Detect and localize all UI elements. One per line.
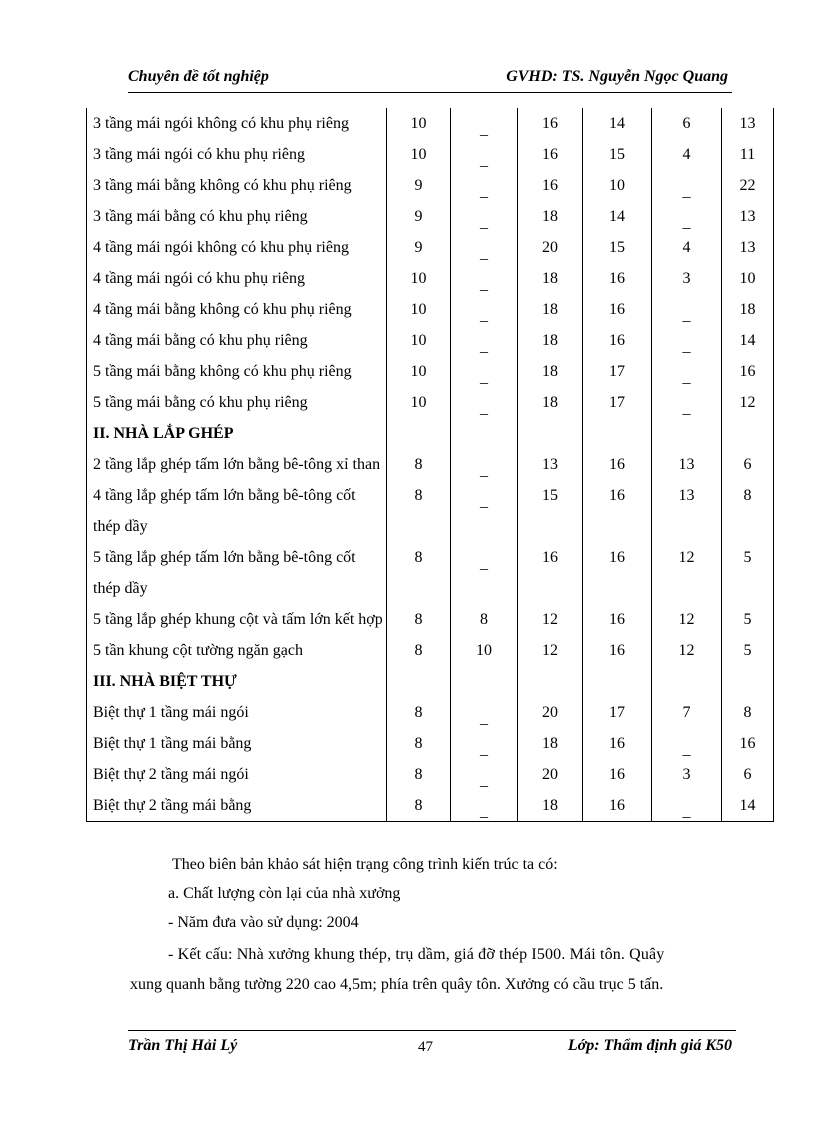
cell-value: 16 xyxy=(739,735,756,752)
table-cell xyxy=(722,139,774,170)
table-row xyxy=(87,635,774,666)
table-cell xyxy=(583,759,652,790)
table-cell xyxy=(722,170,774,201)
cell-value: 10 xyxy=(410,332,427,349)
table-cell xyxy=(518,325,583,356)
table-cell xyxy=(722,728,774,759)
cell-value: 9 xyxy=(414,239,423,256)
cell-value: 8 xyxy=(414,735,423,752)
cell-value: 18 xyxy=(542,797,558,814)
table-row xyxy=(87,170,774,201)
cell-value: 16 xyxy=(542,115,558,132)
cell-value: 18 xyxy=(542,301,558,318)
cell-value: 9 xyxy=(414,208,423,225)
cell-value: _ xyxy=(682,338,691,355)
cell-value: 16 xyxy=(609,270,625,287)
table-cell xyxy=(387,480,451,511)
cell-value: 5 xyxy=(743,611,752,628)
cell-value: 16 xyxy=(609,735,625,752)
cell-value: 20 xyxy=(542,766,558,783)
cell-value: 10 xyxy=(476,642,492,659)
cell-value: 16 xyxy=(609,456,625,473)
table-cell xyxy=(652,294,722,325)
cell-value: 7 xyxy=(682,704,691,721)
cell-value: 14 xyxy=(739,797,756,814)
cell-value: 9 xyxy=(414,177,423,194)
row-name: Biệt thự 2 tầng mái ngói xyxy=(87,759,387,790)
page-number: 47 xyxy=(418,1039,433,1055)
cell-value: 8 xyxy=(414,487,423,504)
cell-value: 8 xyxy=(414,611,423,628)
table-row xyxy=(87,325,774,356)
row-name: 5 tầng lắp ghép khung cột và tấm lớn kết hợp xyxy=(87,604,387,635)
cell-value: _ xyxy=(480,369,488,386)
table-cell xyxy=(583,232,652,263)
cell-value: _ xyxy=(682,183,691,200)
table-cell xyxy=(722,294,774,325)
cell-value: 16 xyxy=(609,797,625,814)
cell-value: 8 xyxy=(743,487,752,504)
paragraph-structure: - Kết cấu: Nhà xưởng khung thép, trụ dầm, giá đỡ thép I500. Mái tôn. Quây xyxy=(168,946,665,963)
table-cell xyxy=(652,139,722,170)
cell-value: _ xyxy=(480,307,488,324)
table-cell xyxy=(722,449,774,480)
cell-value: 18 xyxy=(542,363,558,380)
table-cell xyxy=(387,635,451,666)
cell-value: _ xyxy=(682,214,691,231)
table-cell xyxy=(518,356,583,387)
cell-value: 3 xyxy=(682,766,691,783)
cell-value: 16 xyxy=(609,766,625,783)
table-cell xyxy=(387,697,451,728)
cell-value: 10 xyxy=(410,270,427,287)
table-cell xyxy=(583,666,652,697)
cell-value: 17 xyxy=(609,363,625,380)
section-heading: II. NHÀ LẮP GHÉP xyxy=(87,418,387,449)
table-cell xyxy=(518,170,583,201)
page-footer xyxy=(128,1030,736,1061)
table-cell xyxy=(387,666,451,697)
table-cell xyxy=(652,697,722,728)
table-cell xyxy=(518,542,583,573)
table-row xyxy=(87,139,774,170)
table-row xyxy=(87,356,774,387)
cell-value: 12 xyxy=(739,394,756,411)
table-cell xyxy=(722,418,774,449)
table-cell xyxy=(518,480,583,511)
cell-value: 15 xyxy=(609,146,625,163)
table-cell xyxy=(518,201,583,232)
row-name-continuation: thép dầy xyxy=(87,573,387,604)
table-cell xyxy=(387,325,451,356)
table-row xyxy=(87,387,774,418)
cell-value: 8 xyxy=(480,611,488,628)
table-cell xyxy=(722,511,774,542)
table-row xyxy=(87,511,774,542)
table-row xyxy=(87,418,774,449)
cell-value: 6 xyxy=(743,456,752,473)
row-name: 2 tầng lắp ghép tấm lớn bằng bê-tông xỉ than xyxy=(87,449,387,480)
header-title: Chuyên đề tốt nghiệp xyxy=(128,68,269,85)
table-cell xyxy=(583,573,652,604)
table-cell xyxy=(518,666,583,697)
section-heading: III. NHÀ BIỆT THỰ xyxy=(87,666,387,697)
table-cell xyxy=(652,728,722,759)
footer-author: Trần Thị Hải Lý xyxy=(128,1037,238,1054)
cell-value: 18 xyxy=(542,735,558,752)
row-name: 4 tầng lắp ghép tấm lớn bằng bê-tông cốt xyxy=(87,480,387,511)
cell-value: 8 xyxy=(414,549,423,566)
table-cell xyxy=(583,697,652,728)
table-cell xyxy=(722,263,774,294)
row-name: 4 tầng mái bằng không có khu phụ riêng xyxy=(87,294,387,325)
paragraph-structure-cont: xung quanh bằng tường 220 cao 4,5m; phía trên quây tôn. Xưởng có cầu trục 5 tấn. xyxy=(130,976,664,993)
table-cell xyxy=(652,666,722,697)
table-cell xyxy=(583,356,652,387)
table-cell xyxy=(387,170,451,201)
paragraph-item-a: a. Chất lượng còn lại của nhà xưởng xyxy=(168,885,401,902)
cell-value: 10 xyxy=(410,301,427,318)
table-cell xyxy=(387,604,451,635)
cell-value: 16 xyxy=(609,611,625,628)
cell-value: _ xyxy=(480,555,488,572)
cell-value: 16 xyxy=(609,332,625,349)
table-cell xyxy=(451,697,518,728)
cell-value: 15 xyxy=(609,239,625,256)
table-cell xyxy=(518,604,583,635)
cell-value: 18 xyxy=(542,394,558,411)
table-cell xyxy=(583,108,652,139)
table-cell xyxy=(518,139,583,170)
cell-value: 22 xyxy=(739,177,756,194)
table-cell xyxy=(451,108,518,139)
table-cell xyxy=(387,511,451,542)
table-cell xyxy=(451,635,518,666)
cell-value: _ xyxy=(480,493,488,510)
cell-value: _ xyxy=(480,462,488,479)
cell-value: _ xyxy=(480,214,488,231)
table-cell xyxy=(722,666,774,697)
data-table xyxy=(86,108,774,822)
table-cell xyxy=(722,325,774,356)
table-cell xyxy=(722,790,774,822)
cell-value: _ xyxy=(480,276,488,293)
cell-value: _ xyxy=(480,803,488,820)
cell-value: 6 xyxy=(682,115,691,132)
cell-value: 12 xyxy=(678,642,695,659)
cell-value: 16 xyxy=(542,177,558,194)
table-cell xyxy=(387,201,451,232)
row-name: Biệt thự 1 tầng mái ngói xyxy=(87,697,387,728)
cell-value: _ xyxy=(480,710,488,727)
cell-value: 10 xyxy=(410,394,427,411)
cell-value: 10 xyxy=(410,115,427,132)
table-row xyxy=(87,449,774,480)
table-row xyxy=(87,697,774,728)
table-row xyxy=(87,790,774,822)
table-body xyxy=(87,108,774,822)
table-cell xyxy=(722,542,774,573)
table-cell xyxy=(583,170,652,201)
table-cell xyxy=(722,697,774,728)
row-name-continuation: thép dầy xyxy=(87,511,387,542)
table-cell xyxy=(583,418,652,449)
row-name: 3 tầng mái ngói có khu phụ riêng xyxy=(87,139,387,170)
table-cell xyxy=(583,635,652,666)
table-cell xyxy=(518,511,583,542)
cell-value: 16 xyxy=(609,642,625,659)
cell-value: 17 xyxy=(609,394,625,411)
cell-value: _ xyxy=(480,152,488,169)
table-cell xyxy=(583,728,652,759)
row-name: 5 tầng mái bằng có khu phụ riêng xyxy=(87,387,387,418)
table-cell xyxy=(518,790,583,822)
table-cell xyxy=(583,604,652,635)
table-cell xyxy=(652,511,722,542)
cell-value: _ xyxy=(682,369,691,386)
row-name: Biệt thự 1 tầng mái bằng xyxy=(87,728,387,759)
table-cell xyxy=(451,449,518,480)
cell-value: 13 xyxy=(739,239,756,256)
table-cell xyxy=(387,263,451,294)
cell-value: 5 xyxy=(743,642,752,659)
cell-value: 15 xyxy=(542,487,558,504)
cell-value: _ xyxy=(480,121,488,138)
table-cell xyxy=(722,480,774,511)
table-cell xyxy=(387,790,451,822)
cell-value: 14 xyxy=(609,115,625,132)
row-name: 3 tầng mái ngói không có khu phụ riêng xyxy=(87,108,387,139)
cell-value: 13 xyxy=(678,487,695,504)
paragraph-intro: Theo biên bản khảo sát hiện trạng công trình kiến trúc ta có: xyxy=(172,856,558,873)
table-cell xyxy=(387,542,451,573)
table-cell xyxy=(518,697,583,728)
table-cell xyxy=(387,573,451,604)
table-row xyxy=(87,759,774,790)
page-header xyxy=(128,66,732,93)
header-advisor: GVHD: TS. Nguyễn Ngọc Quang xyxy=(506,68,728,85)
table-cell xyxy=(451,542,518,573)
cell-value: 12 xyxy=(678,549,695,566)
cell-value: 16 xyxy=(542,549,558,566)
table-cell xyxy=(387,418,451,449)
cell-value: 14 xyxy=(609,208,625,225)
table-cell xyxy=(722,201,774,232)
table-cell xyxy=(722,759,774,790)
cell-value: 10 xyxy=(410,363,427,380)
table-row xyxy=(87,108,774,139)
table-cell xyxy=(722,356,774,387)
table-row xyxy=(87,232,774,263)
table-cell xyxy=(652,635,722,666)
table-cell xyxy=(652,108,722,139)
table-cell xyxy=(387,108,451,139)
cell-value: 14 xyxy=(739,332,756,349)
table-cell xyxy=(451,666,518,697)
table-cell xyxy=(518,263,583,294)
table-cell xyxy=(652,790,722,822)
cell-value: 12 xyxy=(678,611,695,628)
table-cell xyxy=(722,604,774,635)
cell-value: _ xyxy=(682,307,691,324)
table-cell xyxy=(722,573,774,604)
table-cell xyxy=(451,604,518,635)
cell-value: 16 xyxy=(609,549,625,566)
cell-value: 16 xyxy=(542,146,558,163)
table-row xyxy=(87,666,774,697)
cell-value: 16 xyxy=(609,487,625,504)
cell-value: 3 xyxy=(682,270,691,287)
cell-value: 10 xyxy=(410,146,427,163)
table-row xyxy=(87,542,774,573)
cell-value: 18 xyxy=(542,332,558,349)
table-cell xyxy=(583,294,652,325)
table-cell xyxy=(722,387,774,418)
row-name: 4 tầng mái bằng có khu phụ riêng xyxy=(87,325,387,356)
row-name: 3 tầng mái bằng không có khu phụ riêng xyxy=(87,170,387,201)
table-cell xyxy=(518,759,583,790)
table-cell xyxy=(583,542,652,573)
table-cell xyxy=(518,728,583,759)
cell-value: 13 xyxy=(739,115,756,132)
row-name: 4 tầng mái ngói có khu phụ riêng xyxy=(87,263,387,294)
cell-value: 10 xyxy=(739,270,756,287)
table-row xyxy=(87,573,774,604)
cell-value: _ xyxy=(682,400,691,417)
table-cell xyxy=(387,294,451,325)
cell-value: _ xyxy=(480,772,488,789)
table-row xyxy=(87,604,774,635)
cell-value: 12 xyxy=(542,642,558,659)
table-cell xyxy=(518,232,583,263)
table-cell xyxy=(722,635,774,666)
table-cell xyxy=(652,263,722,294)
table-cell xyxy=(652,573,722,604)
table-cell xyxy=(518,635,583,666)
cell-value: 8 xyxy=(414,766,423,783)
table-cell xyxy=(518,108,583,139)
cell-value: 16 xyxy=(609,301,625,318)
cell-value: 17 xyxy=(609,704,625,721)
cell-value: 11 xyxy=(739,146,756,163)
row-name: 4 tầng mái ngói không có khu phụ riêng xyxy=(87,232,387,263)
cell-value: _ xyxy=(480,741,488,758)
row-name: 5 tần khung cột tường ngăn gạch xyxy=(87,635,387,666)
table-cell xyxy=(652,480,722,511)
table-row xyxy=(87,728,774,759)
cell-value: 18 xyxy=(542,208,558,225)
cell-value: 13 xyxy=(542,456,558,473)
table-cell xyxy=(387,728,451,759)
table-cell xyxy=(583,263,652,294)
cell-value: 5 xyxy=(743,549,752,566)
cell-value: 20 xyxy=(542,239,558,256)
cell-value: 4 xyxy=(682,146,691,163)
row-name: Biệt thự 2 tầng mái bằng xyxy=(87,790,387,822)
table-cell xyxy=(518,418,583,449)
table-cell xyxy=(387,139,451,170)
paragraph-year: - Năm đưa vào sử dụng: 2004 xyxy=(168,914,359,931)
table-cell xyxy=(387,759,451,790)
cell-value: 8 xyxy=(743,704,752,721)
cell-value: 16 xyxy=(739,363,756,380)
table-cell xyxy=(722,108,774,139)
row-name: 5 tầng mái bằng không có khu phụ riêng xyxy=(87,356,387,387)
cell-value: 8 xyxy=(414,456,423,473)
row-name: 3 tầng mái bằng có khu phụ riêng xyxy=(87,201,387,232)
cell-value: _ xyxy=(480,183,488,200)
cell-value: 13 xyxy=(678,456,695,473)
cell-value: 8 xyxy=(414,704,423,721)
table-cell xyxy=(652,170,722,201)
table-row xyxy=(87,201,774,232)
cell-value: _ xyxy=(480,400,488,417)
cell-value: _ xyxy=(480,338,488,355)
cell-value: _ xyxy=(480,245,488,262)
cell-value: 4 xyxy=(682,239,691,256)
table-cell xyxy=(387,449,451,480)
table-cell xyxy=(583,139,652,170)
table-cell xyxy=(387,356,451,387)
cell-value: _ xyxy=(682,803,691,820)
table-cell xyxy=(518,294,583,325)
cell-value: 12 xyxy=(542,611,558,628)
table-cell xyxy=(583,325,652,356)
table-cell xyxy=(583,387,652,418)
cell-value: 20 xyxy=(542,704,558,721)
table-cell xyxy=(583,201,652,232)
table-row xyxy=(87,480,774,511)
cell-value: 18 xyxy=(739,301,756,318)
table-cell xyxy=(652,542,722,573)
table-cell xyxy=(583,790,652,822)
cell-value: 6 xyxy=(743,766,752,783)
cell-value: 8 xyxy=(414,642,423,659)
cell-value: 8 xyxy=(414,797,423,814)
table-cell xyxy=(583,480,652,511)
table-cell xyxy=(652,604,722,635)
cell-value: 18 xyxy=(542,270,558,287)
cell-value: 10 xyxy=(609,177,625,194)
table-cell xyxy=(518,387,583,418)
table-cell xyxy=(387,387,451,418)
row-name: 5 tầng lắp ghép tấm lớn bằng bê-tông cốt xyxy=(87,542,387,573)
table-cell xyxy=(652,449,722,480)
table-cell xyxy=(387,232,451,263)
footer-class: Lớp: Thẩm định giá K50 xyxy=(567,1037,732,1054)
cell-value: 13 xyxy=(739,208,756,225)
table-cell xyxy=(518,449,583,480)
cell-value: _ xyxy=(682,741,691,758)
table-row xyxy=(87,263,774,294)
table-cell xyxy=(722,232,774,263)
table-row xyxy=(87,294,774,325)
table-cell xyxy=(518,573,583,604)
table-cell xyxy=(583,511,652,542)
table-cell xyxy=(583,449,652,480)
